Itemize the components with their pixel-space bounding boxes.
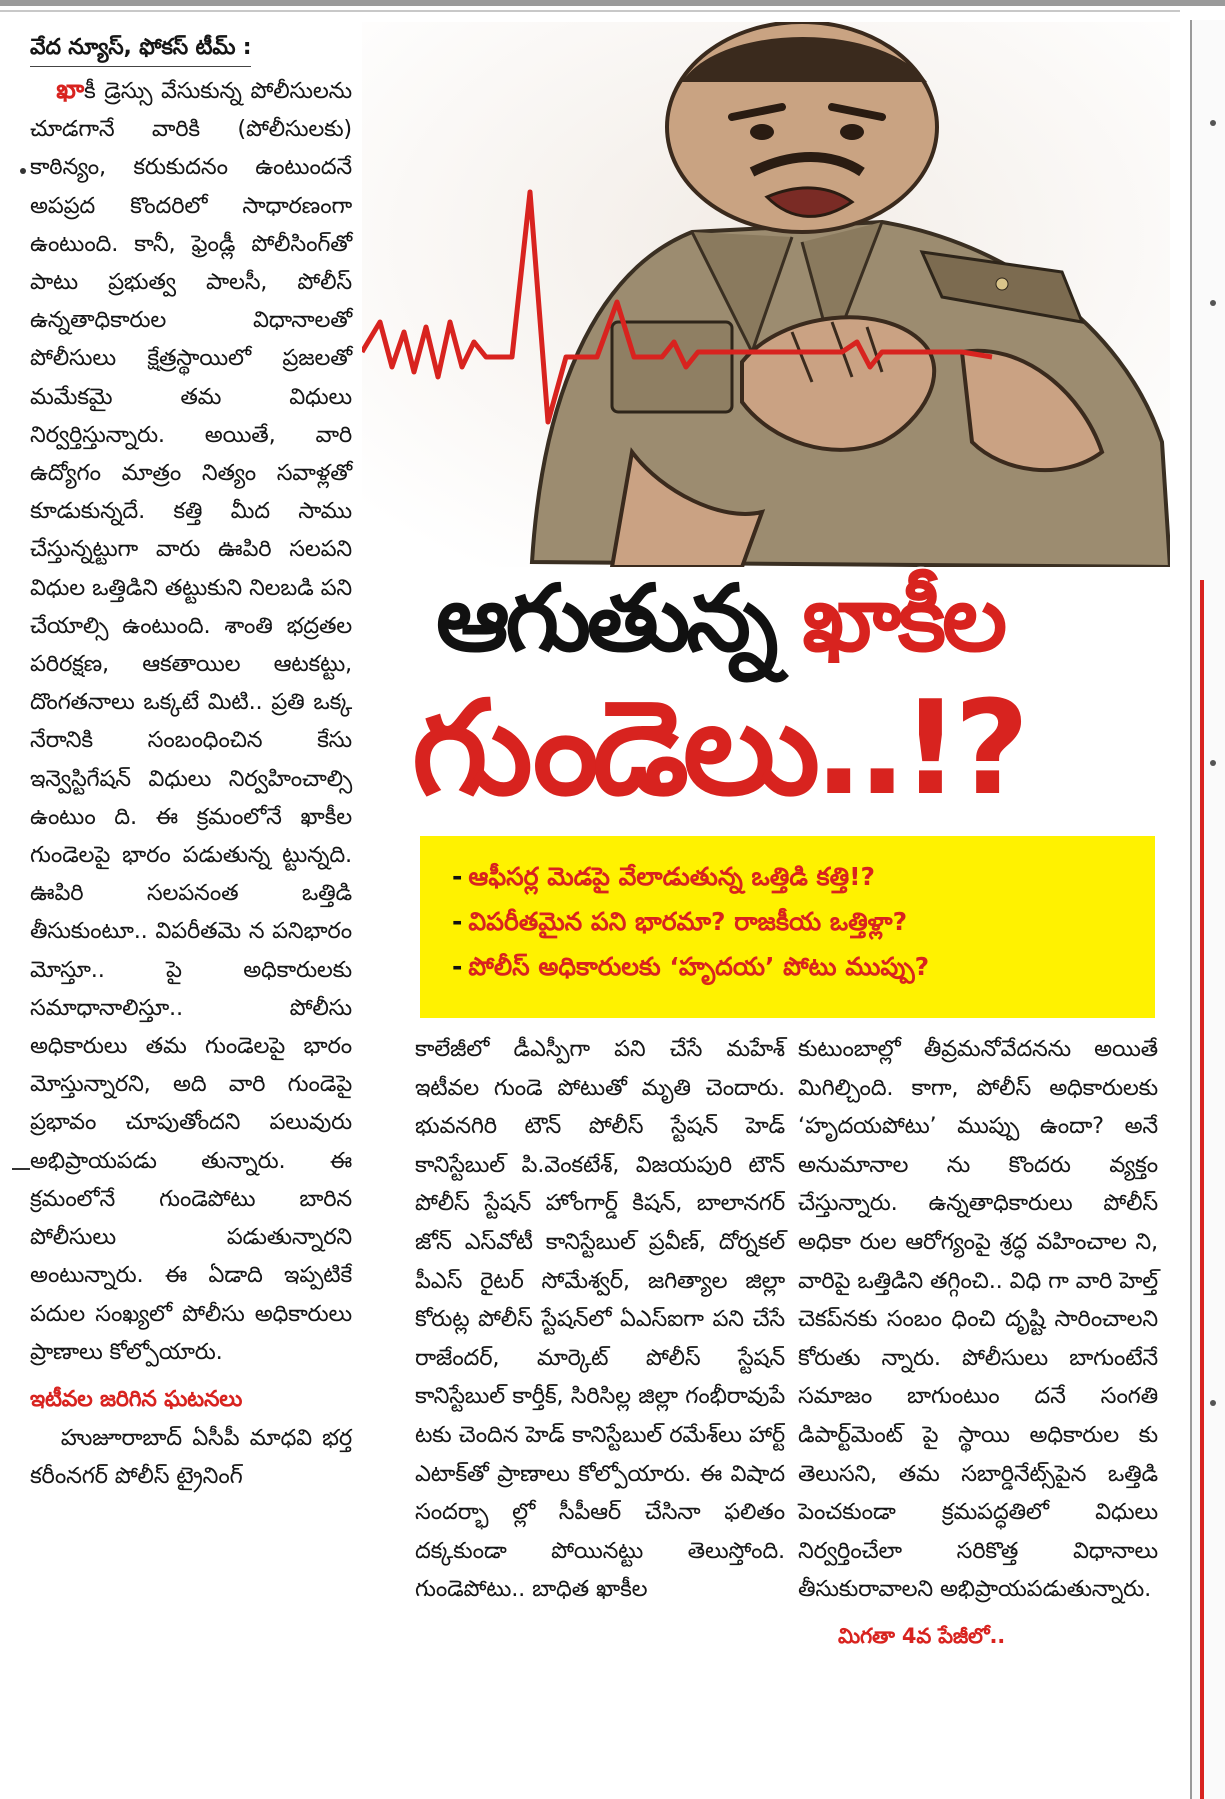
adjacent-page-red-rule — [1200, 580, 1204, 1799]
adjacent-page-edge — [1190, 20, 1225, 1799]
middle-paragraph: కాలేజీలో డీఎస్పీగా పని చేసే మహేశ్ ఇటీవల గుండె పోటుతో మృతి చెందారు. భువనగిరి టౌన్ పోలీస్ స్టేషన్ హెడ్ కానిస్టేబుల్ పి.వెంకటేశ్, విజయపురి టౌన్ పోలీస్ స్టేషన్ హోంగార్డ్ కిషన్, బాలానగర్ జోన్ ఎస్‌వోటీ కానిస్టేబుల్ ప్రవీణ్, దోర్నకల్ పీఎస్ రైటర్ సోమేశ్వర్, జగిత్యాల జిల్లా కోరుట్ల పోలీస్ స్టేషన్‌లో ఏఎస్ఐగా పని చేసే రాజేందర్, మార్కెట్ పోలీస్ స్టేషన్ కానిస్టేబుల్ కార్తీక్, సిరిసిల్ల జిల్లా గంభీరావుపే టకు చెందిన హెడ్ కానిస్టేబుల్ రమేశ్‌లు హార్ట్ ఎటాక్‌తో ప్రాణాలు కోల్పోయారు. ఈ విషాద సందర్భా ల్లో సీపీఆర్ చేసినా ఫలితం దక్కకుండా పోయినట్టు తెలుస్తోంది. గుండెపోటు.. బాధిత ఖాకీల — [415, 1036, 785, 1603]
top-rule — [0, 0, 1225, 6]
lead-text: కీ డ్రెస్సు వేసుకున్న పోలీసులను చూడగానే వారికి (పోలీసులకు) కాఠిన్యం, కరుకుదనం ఉంటుందనే అపప్రద కొందరిలో సాధారణంగా ఉంటుంది. కానీ, ఫ్రెండ్లీ పోలీసింగ్‌తో పాటు ప్రభుత్వ పాలసీ, పోలీస్ ఉన్నతాధికారుల విధానాలతో పోలీసులు క్షేత్రస్థాయిలో ప్రజలతో మమేకమై తమ విధులు నిర్వర్తిస్తున్నారు. అయితే, వారి ఉద్యోగం మాత్రం నిత్యం సవాళ్లతో కూడుకున్నదే. కత్తి మీద సాము చేస్తున్నట్టుగా వారు ఊపిరి సలపని విధుల ఒత్తిడిని తట్టుకుని నిలబడి పని చేయాల్సి ఉంటుంది. శాంతి భద్రతల పరిరక్షణ, ఆకతాయిల ఆటకట్టు, దొంగతనాలు ఒక్కటే మిటి.. ప్రతి ఒక్క నేరానికి సంబంధించిన కేసు ఇన్వెస్టిగేషన్ విధులు నిర్వహించాల్సి ఉంటుం ది. ఈ క్రమంలోనే ఖాకీల గుండెలపై భారం పడుతున్న ట్టున్నది. ఊపిరి సలపనంత ఒత్తిడి తీసుకుంటూ.. విపరీతమె న పనిభారం మోస్తూ.. పై అధికారులకు సమాధానాలిస్తూ.. పోలీసు అధికారులు తమ గుండెలపై భారం మోస్తున్నారని, అది వారి గుండెపై ప్రభావం చూపుతోందని పలువురు అభిప్రాయపడు తున్నారు. ఈ క్రమంలోనే గుండెపోటు బారిన పోలీసులు పడుతున్నారని అంటున్నారు. ఈ ఏడాది ఇప్పటికే పదుల సంఖ్యలో పోలీసు అధికారులు ప్రాణాలు కోల్పోయారు. — [30, 78, 352, 1365]
margin-dot — [20, 168, 26, 174]
highlights-box — [420, 836, 1155, 1018]
edge-mark — [1210, 120, 1216, 126]
headline-red-word: ఖాకీల — [802, 565, 1004, 672]
bullet-dash: - — [452, 952, 463, 981]
bullet-dash: - — [452, 862, 463, 891]
middle-column — [415, 1030, 785, 1609]
continued-note: మిగతా 4వ పేజీలో.. — [838, 1623, 1006, 1648]
highlight-bullet — [452, 899, 1155, 944]
bullet-text: ఆఫీసర్ల మెడపై వేలాడుతున్న ఒత్తిడి కత్తి!? — [468, 862, 876, 891]
after-subhead-paragraph — [30, 1419, 352, 1495]
right-column — [798, 1030, 1158, 1656]
policeman-illustration — [362, 22, 1170, 567]
bullet-text: విపరీతమైన పని భారమా? రాజకీయ ఒత్తిళ్లా? — [468, 907, 908, 936]
edge-mark — [1210, 760, 1216, 766]
right-paragraph: కుటుంబాల్లో తీవ్రమనోవేదనను అయితే మిగిల్చింది. కాగా, పోలీస్ అధికారులకు ‘హృదయపోటు’ ముప్పు ఉందా? అనే అనుమానాల ను కొందరు వ్యక్తం చేస్తున్నారు. ఉన్నతాధికారులు పోలీస్ అధికా రుల ఆరోగ్యంపై శ్రద్ధ వహించాల ని, వారిపై ఒత్తిడిని తగ్గించి.. విధి గా వారి హెల్త్ చెకప్‌నకు సంబం ధించి దృష్టి సారించాలని కోరుతు న్నారు. పోలీసులు బాగుంటేనే సమాజం బాగుంటుం దనే సంగతి డిపార్ట్‌మెంట్ పై స్థాయి అధికారుల కు తెలుసని, తమ సబార్డినేట్స్‌పైన ఒత్తిడి పెంచకుండా క్రమపద్ధతిలో విధులు నిర్వర్తించేలా సరికొత్త విధానాలు తీసుకురావాలని అభిప్రాయపడుతున్నారు. — [798, 1036, 1158, 1603]
headline-line-1 — [436, 560, 1156, 678]
lead-paragraph — [30, 71, 352, 1371]
edge-mark — [1210, 1400, 1216, 1406]
highlight-bullet — [452, 944, 1155, 989]
edge-mark — [1210, 300, 1216, 306]
after-subhead-text: హుజూరాబాద్ ఏసీపీ మాధవి భర్త కరీంనగర్ పోలీస్ ట్రైనింగ్ — [30, 1425, 352, 1490]
top-rule-thin — [0, 10, 1180, 12]
byline: వేద న్యూస్, ఫోకస్ టీమ్ : — [30, 30, 251, 67]
margin-mark — [12, 1168, 30, 1170]
dropcap: ఖా — [56, 75, 84, 105]
bullet-text: పోలీస్ అధికారులకు ‘హృదయ’ పోటు ముప్పు? — [468, 952, 930, 981]
bullet-dash: - — [452, 907, 463, 936]
subhead: ఇటీవల జరిగిన ఘటనలు — [30, 1386, 243, 1412]
left-column — [30, 28, 352, 1496]
headline-black-word: ఆగుతున్న — [436, 565, 775, 672]
headline-line-2: గుండెలు..!? — [412, 672, 1024, 824]
highlight-bullet — [452, 854, 1155, 899]
